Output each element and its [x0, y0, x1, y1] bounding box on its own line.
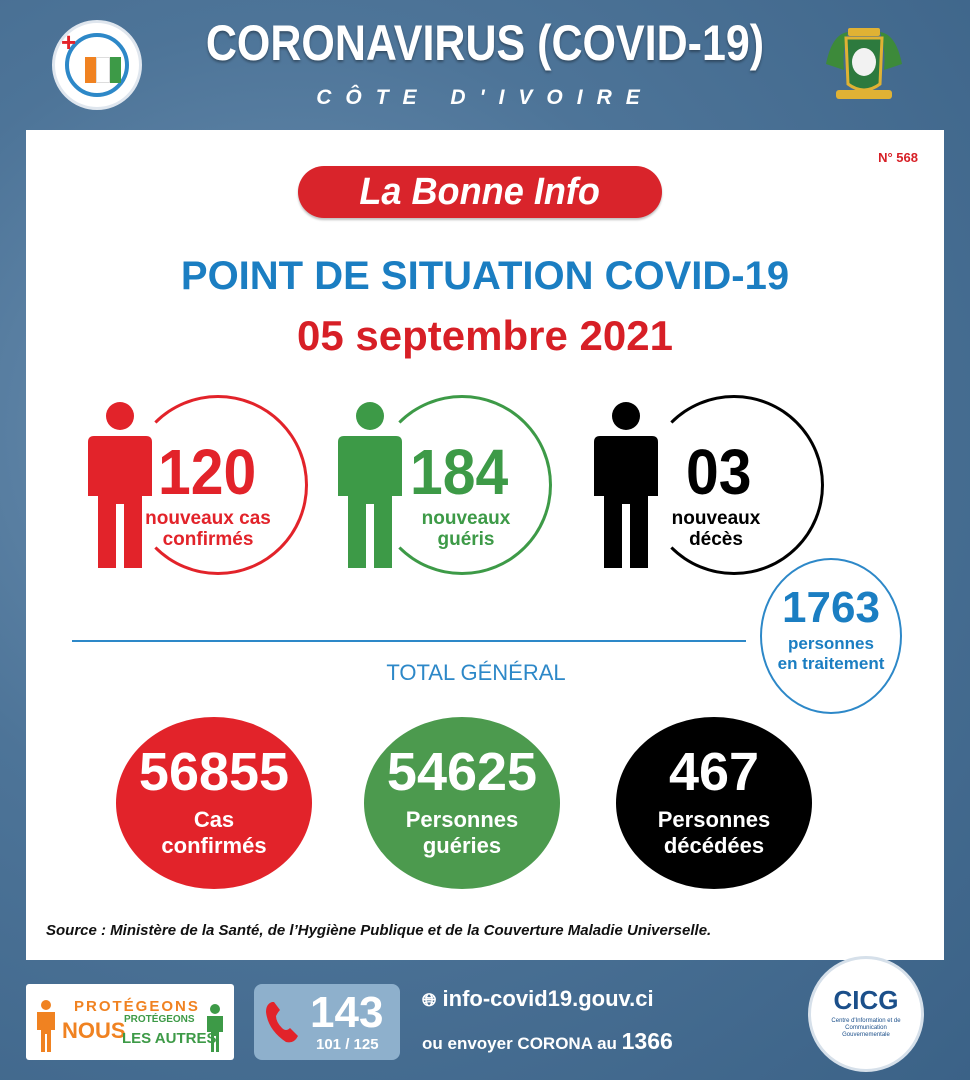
- person-green-icon: [332, 400, 408, 568]
- sms-text: ou envoyer CORONA au: [422, 1034, 617, 1053]
- total-deaths-label-2: décédées: [663, 833, 765, 858]
- total-deaths-value: 467: [668, 742, 760, 802]
- source-note: Source : Ministère de la Santé, de l’Hygiène Publique et de la Couverture Maladie Universelle.: [46, 922, 712, 939]
- total-recovered-label-2: guéries: [422, 833, 502, 858]
- issue-number: N° 568: [878, 150, 918, 165]
- phone-icon: [264, 1000, 300, 1044]
- daily-deaths-label-2: décès: [689, 529, 743, 550]
- total-deaths-label-1: Personnes: [657, 807, 771, 832]
- total-label: TOTAL GÉNÉRAL: [386, 660, 566, 685]
- daily-cases-value: 120: [158, 436, 257, 508]
- badge-line-1: PROTÉGEONS: [74, 998, 200, 1015]
- treatment-circle: [760, 558, 902, 714]
- cicg-title: CICG: [833, 985, 899, 1015]
- total-recovered-label-1: Personnes: [405, 807, 519, 832]
- sms-number: 1366: [621, 1028, 673, 1054]
- website-link: [422, 986, 654, 1012]
- daily-cases-label-1: nouveaux cas: [145, 508, 271, 529]
- situation-date: 05 septembre 2021: [297, 312, 673, 359]
- daily-recovered-label: [406, 508, 526, 550]
- section-divider: [72, 640, 746, 642]
- daily-recovered-label-1: nouveaux: [421, 508, 511, 529]
- daily-recovered-label-2: guéris: [437, 529, 495, 550]
- treatment-label-2: en traitement: [777, 654, 885, 673]
- total-cases-label-2: confirmés: [161, 833, 267, 858]
- coat-of-arms-icon: [818, 24, 910, 104]
- red-cross-icon: +: [61, 27, 77, 57]
- treatment-value: 1763: [782, 583, 880, 632]
- daily-cases-label-2: confirmés: [162, 529, 254, 550]
- page-title: CORONAVIRUS (COVID-19): [205, 15, 765, 71]
- daily-cases-label: [138, 508, 278, 550]
- cicg-subtitle: Centre d'Information et de Communication Gouvernementale: [831, 1018, 901, 1038]
- total-recovered-circle: [364, 717, 560, 889]
- badge-line-3: PROTÉGEONS: [124, 1014, 195, 1025]
- person-black-icon: [588, 400, 664, 568]
- total-deaths-circle: [616, 717, 812, 889]
- badge-line-4: LES AUTRES: [122, 1030, 217, 1047]
- protect-badge: [26, 984, 234, 1060]
- total-cases-value: 56855: [138, 742, 290, 802]
- total-cases-circle: [116, 717, 312, 889]
- badge-line-2: NOUS: [62, 1018, 126, 1043]
- globe-icon: 🌐︎: [422, 990, 437, 1010]
- daily-deaths-label: [666, 508, 766, 550]
- person-orange-icon: [34, 1000, 58, 1052]
- total-recovered-value: 54625: [386, 742, 538, 802]
- banner-pill: [298, 166, 662, 218]
- treatment-label-1: personnes: [788, 634, 874, 653]
- website-text: info-covid19.gouv.ci: [442, 986, 654, 1011]
- daily-deaths-value: 03: [686, 436, 752, 508]
- hotline-alt-numbers: 101 / 125: [316, 1036, 379, 1053]
- total-cases-label-1: Cas: [193, 807, 235, 832]
- banner-text: La Bonne Info: [359, 171, 601, 213]
- country-subtitle: CÔTE D'IVOIRE: [316, 86, 654, 109]
- info-card: [26, 130, 944, 960]
- situation-title: POINT DE SITUATION COVID-19: [180, 254, 790, 298]
- hotline-number: 143: [310, 988, 384, 1037]
- hotline-box: [254, 984, 400, 1060]
- sms-instruction: [422, 1028, 673, 1055]
- daily-recovered-value: 184: [410, 436, 509, 508]
- daily-deaths-label-1: nouveaux: [671, 508, 761, 529]
- cicg-logo: [808, 956, 924, 1072]
